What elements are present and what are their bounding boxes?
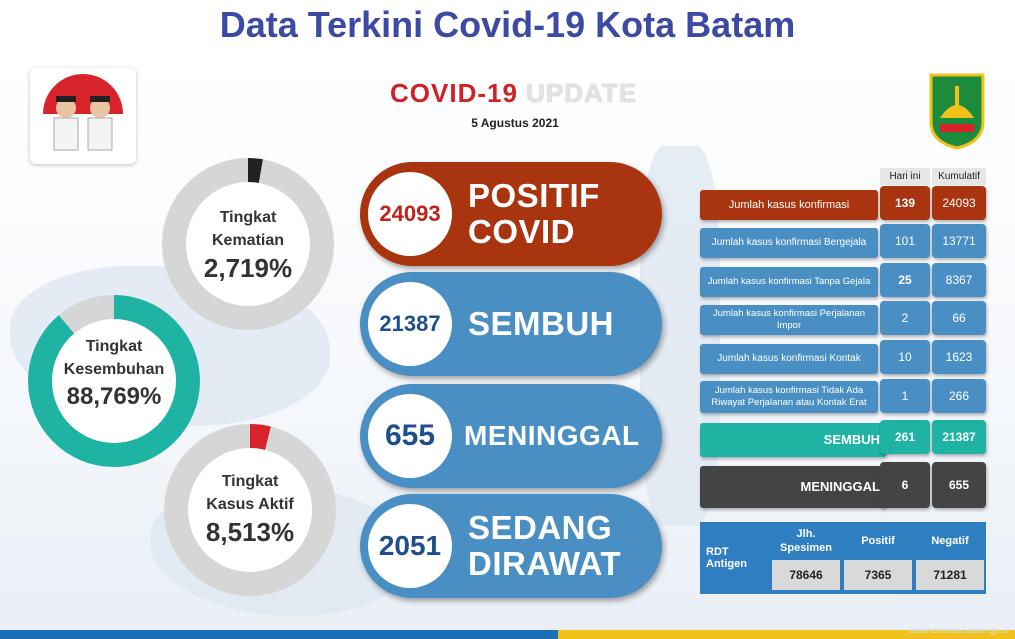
row-recovered-total: 21387	[932, 420, 986, 454]
deceased-label-line1: MENINGGAL	[464, 420, 640, 451]
row-no-history-label: Jumlah kasus konfirmasi Tidak Ada Riwayat Perjalanan atau Kontak Erat	[700, 381, 878, 413]
header-cumulative: Kumulatif	[932, 168, 986, 185]
positive-label	[468, 162, 600, 266]
row-recovered-today: 261	[880, 420, 930, 454]
in-treatment-label-line1: SEDANG	[468, 509, 613, 546]
update-title-red: COVID-19	[390, 78, 518, 108]
recovery-rate-value: 88,769%	[66, 383, 162, 410]
active-case-rate-value: 8,513%	[205, 517, 295, 547]
row-import-total: 66	[932, 301, 986, 335]
row-asymptomatic-today: 25	[880, 263, 930, 297]
mortality-rate-value: 2,719%	[203, 253, 293, 283]
rdt-value-negative: 71281	[916, 560, 984, 590]
deceased-count: 655	[368, 394, 452, 478]
row-contact-today: 10	[880, 340, 930, 374]
batam-crest-icon	[928, 72, 986, 150]
row-asymptomatic-label: Jumlah kasus konfirmasi Tanpa Gejala	[700, 267, 878, 297]
active-label-line2: Kasus Aktif	[206, 496, 294, 513]
positive-label-line1: POSITIF	[468, 177, 600, 214]
leaders-photo-logo	[30, 68, 136, 164]
active-case-rate-label	[182, 470, 318, 548]
covid-update-heading	[390, 78, 637, 109]
row-deceased-total: 655	[932, 462, 986, 508]
deceased-label	[464, 384, 640, 488]
deceased-card	[360, 384, 662, 488]
row-no-history-total: 266	[932, 379, 986, 413]
row-no-history-today: 1	[880, 379, 930, 413]
in-treatment-label	[468, 494, 621, 598]
footer-url: lawancorona.batam.go.id	[908, 625, 1009, 635]
row-symptomatic-total: 13771	[932, 224, 986, 258]
recovered-count: 21387	[368, 282, 452, 366]
row-confirmed-total: 24093	[932, 186, 986, 220]
row-deceased-label: MENINGGAL	[700, 466, 886, 508]
rdt-header-positive: Positif	[861, 535, 895, 547]
recovered-label-line1: SEMBUH	[468, 305, 615, 342]
recovery-label-line2: Kesembuhan	[63, 361, 165, 378]
update-title-grey: UPDATE	[526, 78, 638, 108]
recovered-label	[468, 272, 614, 376]
mortality-label-line1: Tingkat	[219, 209, 277, 226]
rdt-value-positive: 7365	[844, 560, 912, 590]
bottom-color-bar	[0, 630, 1015, 639]
in-treatment-count: 2051	[368, 504, 452, 588]
positive-label-line2: COVID	[468, 213, 576, 250]
row-contact-total: 1623	[932, 340, 986, 374]
row-symptomatic-label: Jumlah kasus konfirmasi Bergejala	[700, 228, 878, 258]
row-deceased-today: 6	[880, 462, 930, 508]
mortality-rate-label	[180, 206, 316, 284]
header-today: Hari ini	[880, 168, 930, 185]
row-symptomatic-today: 101	[880, 224, 930, 258]
row-asymptomatic-total: 8367	[932, 263, 986, 297]
rdt-label: RDT Antigen	[706, 546, 747, 570]
positive-count: 24093	[368, 172, 452, 256]
page-title: Data Terkini Covid-19 Kota Batam	[219, 4, 796, 45]
row-import-label: Jumlah kasus konfirmasi Perjalanan Impor	[700, 305, 878, 335]
in-treatment-card	[360, 494, 662, 598]
row-import-today: 2	[880, 301, 930, 335]
rdt-value-specimen: 78646	[772, 560, 840, 590]
active-label-line1: Tingkat	[221, 473, 279, 490]
recovery-rate-label	[40, 335, 188, 413]
recovered-card	[360, 272, 662, 376]
update-date: 5 Agustus 2021	[471, 116, 559, 130]
recovery-label-line1: Tingkat	[85, 338, 143, 355]
rdt-header-negative: Negatif	[931, 535, 969, 547]
in-treatment-label-line2: DIRAWAT	[468, 545, 622, 582]
positive-covid-card	[360, 162, 662, 266]
row-confirmed-today: 139	[880, 186, 930, 220]
rdt-header-specimen: Jlh. Spesimen	[780, 528, 832, 554]
row-confirmed-label: Jumlah kasus konfirmasi	[700, 190, 878, 220]
row-recovered-label: SEMBUH	[700, 423, 886, 457]
mortality-label-line2: Kematian	[211, 232, 285, 249]
row-contact-label: Jumlah kasus konfirmasi Kontak	[700, 344, 878, 374]
